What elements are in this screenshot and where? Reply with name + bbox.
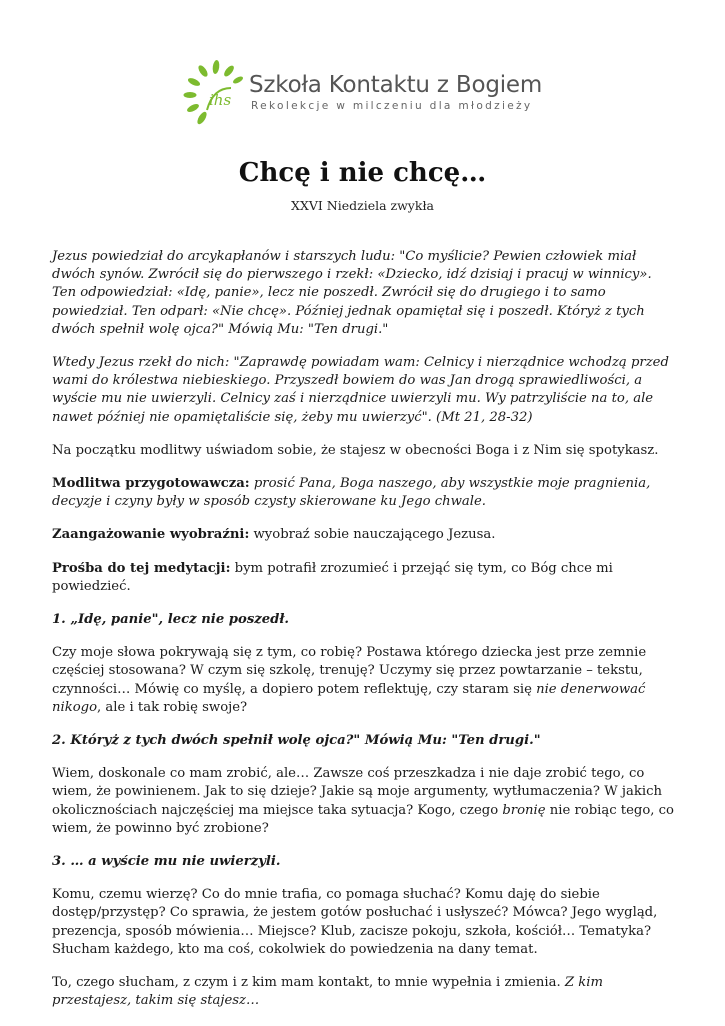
logo-subtitle: Rekolekcje w milczeniu dla młodzieży [251,100,533,112]
prep-prayer-label: Modlitwa przygotowawcza: [52,476,250,492]
request-text: bym potrafił zrozumieć i przejąć się tym, co Bóg chce mi powiedzieć. [52,560,613,594]
request-paragraph [52,560,677,596]
gospel-paragraph-1: Jezus powiedział do arcykapłanów i starszych ludu: "Co myślicie? Pewien człowiek miał dwóch synów. Zwrócił się do pierwszego i rzekł: «Dziecko, idź dzisiaj i pracuj w winnicy». Ten odpowiedział: «Idę, panie», lecz nie poszedł. Zwrócił się do drugiego i to samo powiedział. Ten odparł: «Nie chcę». Później jednak opamiętał się i poszedł. Któryż z tych dwóch spełnił wolę ojca?" Mówią Mu: "Ten drugi." [52,249,652,337]
request-label: Prośba do tej medytacji: [52,560,231,576]
logo-mark-text: ihs [209,91,232,109]
point-1-heading: 1. „Idę, panie", lecz nie poszedł. [52,612,290,628]
sun-ihs-logo-icon [183,58,249,128]
point-2-heading: 2. Któryż z tych dwóch spełnił wolę ojca?" Mówią Mu: "Ten drugi." [52,733,541,749]
page-subtitle: XXVI Niedziela zwykła [291,198,434,213]
point-3-heading: 3. … a wyście mu nie uwierzyli. [52,854,281,870]
point-1-text-c: , ale i tak robię swoje? [97,699,248,715]
imagination-paragraph [52,526,677,544]
imagination-text: wyobraź sobie nauczającego Jezusa. [253,527,496,543]
closing-paragraph [52,974,677,1010]
point-1-text-a: Czy moje słowa pokrywają się z tym, co robię? Postawa którego dziecka jest prze zemnie częściej stosowana? W czym się szkolę, trenuję? Uczymy się przez powtarzanie – tekstu, czynności… Mówię co myślę, a dopiero potem reflektuję, czy staram się [52,645,647,697]
point-1-text [52,644,677,717]
closing-emphasis: Z kim przestajesz, takim się stajesz… [52,975,603,1009]
point-1-text-emphasis: nie denerwować nikogo [52,681,646,715]
gospel-paragraph-2: Wtedy Jezus rzekł do nich: "Zaprawdę powiadam wam: Celnicy i nierządnice wchodzą przed wami do królestwa niebieskiego. Przyszedł bowiem do was Jan drogą sprawiedliwości, a wyście mu nie uwierzyli. Celnicy zaś i nierządnice uwierzyli mu. Wy patrzyliście na to, ale nawet później nie opamiętaliście się, żeby mu uwierzyć". (Mt 21, 28-32) [52,355,669,425]
document-body [52,248,677,1026]
prep-prayer-paragraph [52,475,677,511]
intro-paragraph: Na początku modlitwy uświadom sobie, że stajesz w obecności Boga i z Nim się spotykasz. [52,442,659,458]
point-2-text [52,765,677,838]
logo-title: Szkoła Kontaktu z Bogiem [249,72,543,98]
closing-text: To, czego słucham, z czym i z kim mam kontakt, to mnie wypełnia i zmienia. [52,975,565,991]
imagination-label: Zaangażowanie wyobraźni: [52,527,250,543]
point-3-text: Komu, czemu wierzę? Co do mnie trafia, co pomaga słuchać? Komu daję do siebie dostęp/przystęp? Co sprawia, że jestem gotów posłuchać i usłyszeć? Mówca? Jego wygląd, prezencja, sposób mówienia… Miejsce? Klub, zacisze pokoju, szkoła, kościół… Tematyka? Słucham każdego, kto ma coś, cokolwiek do powiedzenia na dany temat. [52,887,658,957]
point-2-text-c: nie robiąc tego, co wiem, że powinno być zrobione? [52,802,674,836]
logo [183,58,543,128]
prep-prayer-text: prosić Pana, Boga naszego, aby wszystkie moje pragnienia, decyzje i czyny były w sposób czysty skierowane ku Jego chwale. [52,476,651,510]
page-title: Chcę i nie chcę… [238,158,487,188]
point-2-text-a: Wiem, doskonale co mam zrobić, ale… Zawsze coś przeszkadza i nie daje zrobić tego, co wiem, że powinienem. Jak to się dzieje? Jakie są moje argumenty, wytłumaczenia? W jakich okolicznościach najczęściej ma miejsce taka sytuacja? Kogo, czego [52,766,662,818]
point-2-text-emphasis: bronię [502,802,546,818]
